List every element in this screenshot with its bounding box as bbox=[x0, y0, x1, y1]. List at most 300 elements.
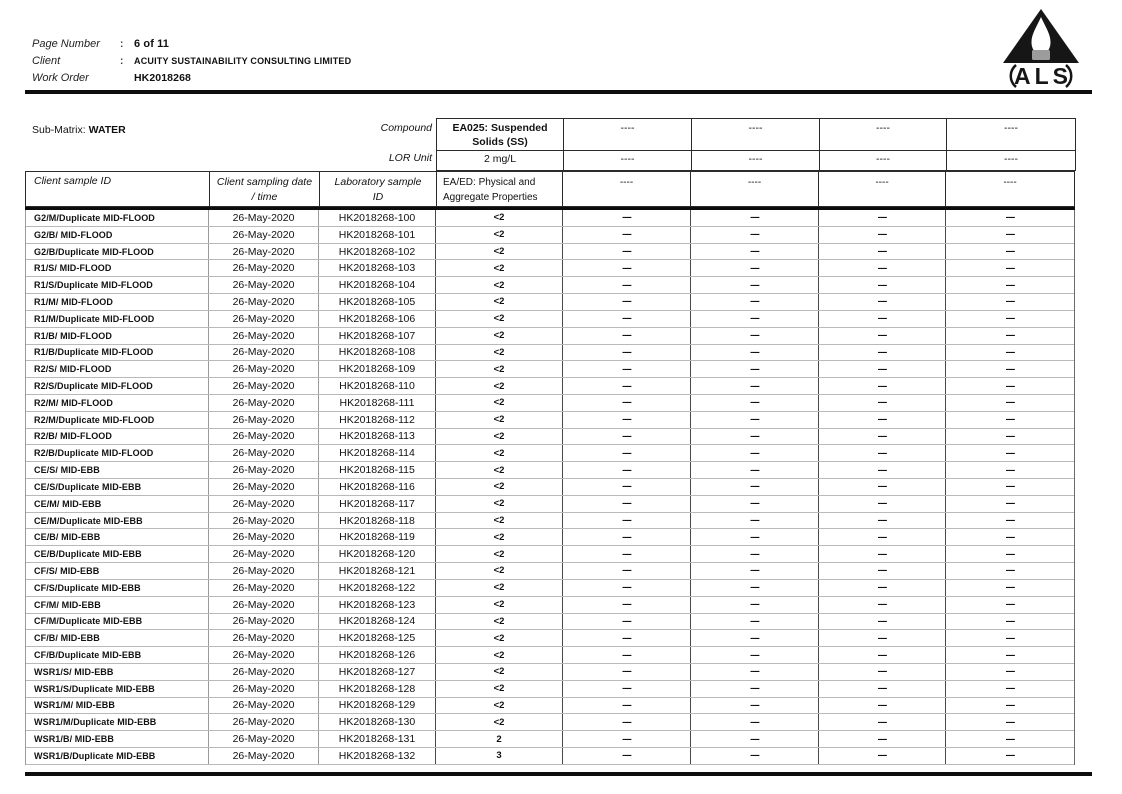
cell-result-dash: ---- bbox=[690, 445, 818, 461]
table-row bbox=[26, 462, 1074, 479]
cell-lab-sample-id: HK2018268-109 bbox=[318, 361, 435, 377]
table-row bbox=[26, 445, 1074, 462]
cell-result-dash: ---- bbox=[945, 681, 1074, 697]
cell-result-ss: <2 bbox=[435, 664, 562, 680]
table-row bbox=[26, 378, 1074, 395]
cell-result-dash: ---- bbox=[945, 328, 1074, 344]
cell-result-dash: ---- bbox=[945, 664, 1074, 680]
meta-row-work-order bbox=[32, 72, 351, 89]
cell-sampling-date: 26-May-2020 bbox=[208, 210, 318, 226]
cell-result-dash: ---- bbox=[690, 361, 818, 377]
cell-client-sample-id: WSR1/B/ MID-EBB bbox=[34, 734, 114, 745]
cell-result-dash: ---- bbox=[818, 395, 945, 411]
cell-lab-sample-id: HK2018268-119 bbox=[318, 529, 435, 545]
cell-sampling-date: 26-May-2020 bbox=[208, 630, 318, 646]
top-divider bbox=[25, 90, 1092, 94]
sub-matrix-value: WATER bbox=[88, 124, 126, 136]
cell-sampling-date: 26-May-2020 bbox=[208, 731, 318, 747]
cell-sampling-date: 26-May-2020 bbox=[208, 664, 318, 680]
table-row bbox=[26, 546, 1074, 563]
cell-result-dash: ---- bbox=[818, 513, 945, 529]
cell-result-dash: ---- bbox=[945, 429, 1074, 445]
cell-result-dash: ---- bbox=[562, 614, 690, 630]
table-row bbox=[26, 597, 1074, 614]
cell-result-dash: ---- bbox=[690, 479, 818, 495]
cell-client-sample-id: CE/S/ MID-EBB bbox=[34, 465, 100, 476]
cell-result-dash: ---- bbox=[818, 227, 945, 243]
cell-lab-sample-id: HK2018268-115 bbox=[318, 462, 435, 478]
cell-sampling-date: 26-May-2020 bbox=[208, 462, 318, 478]
cell-result-dash: ---- bbox=[818, 714, 945, 730]
cell-client-sample-id: CE/M/Duplicate MID-EBB bbox=[34, 515, 143, 526]
cell-result-dash: ---- bbox=[562, 647, 690, 663]
cell-result-dash: ---- bbox=[690, 311, 818, 327]
cell-result-dash: ---- bbox=[945, 529, 1074, 545]
cell-result-dash: ---- bbox=[562, 429, 690, 445]
compound-lor-cell: ---- bbox=[819, 151, 946, 170]
cell-result-dash: ---- bbox=[562, 731, 690, 747]
cell-result-dash: ---- bbox=[945, 479, 1074, 495]
cell-result-dash: ---- bbox=[945, 731, 1074, 747]
cell-result-dash: ---- bbox=[690, 496, 818, 512]
column-headers bbox=[25, 171, 1075, 207]
compound-label: Compound bbox=[380, 122, 432, 134]
compound-name-cell: ---- bbox=[819, 119, 946, 150]
cell-result-dash: ---- bbox=[690, 529, 818, 545]
cell-result-dash: ---- bbox=[945, 698, 1074, 714]
cell-client-sample-id: R1/M/Duplicate MID-FLOOD bbox=[34, 313, 155, 324]
cell-sampling-date: 26-May-2020 bbox=[208, 227, 318, 243]
cell-result-ss: <2 bbox=[435, 496, 562, 512]
cell-result-ss: <2 bbox=[435, 513, 562, 529]
cell-result-dash: ---- bbox=[562, 227, 690, 243]
logo-burner bbox=[1032, 50, 1050, 60]
cell-client-sample-id: WSR1/M/Duplicate MID-EBB bbox=[34, 717, 157, 728]
cell-client-sample-id: CE/B/ MID-EBB bbox=[34, 532, 101, 543]
cell-result-dash: ---- bbox=[945, 294, 1074, 310]
method-header-cell: ---- bbox=[690, 172, 818, 206]
table-row bbox=[26, 311, 1074, 328]
compound-lor-cell: ---- bbox=[691, 151, 819, 170]
cell-result-dash: ---- bbox=[818, 244, 945, 260]
table-row bbox=[26, 429, 1074, 446]
cell-result-dash: ---- bbox=[562, 210, 690, 226]
page-number-label: Page Number bbox=[32, 38, 100, 50]
cell-result-dash: ---- bbox=[562, 681, 690, 697]
cell-result-ss: <2 bbox=[435, 563, 562, 579]
cell-result-dash: ---- bbox=[945, 647, 1074, 663]
cell-client-sample-id: WSR1/B/Duplicate MID-EBB bbox=[34, 750, 156, 761]
cell-sampling-date: 26-May-2020 bbox=[208, 529, 318, 545]
cell-result-dash: ---- bbox=[690, 614, 818, 630]
cell-lab-sample-id: HK2018268-125 bbox=[318, 630, 435, 646]
cell-lab-sample-id: HK2018268-121 bbox=[318, 563, 435, 579]
cell-result-dash: ---- bbox=[562, 698, 690, 714]
cell-result-dash: ---- bbox=[945, 445, 1074, 461]
cell-result-ss: <2 bbox=[435, 462, 562, 478]
cell-result-ss: <2 bbox=[435, 412, 562, 428]
cell-lab-sample-id: HK2018268-132 bbox=[318, 748, 435, 764]
table-row bbox=[26, 395, 1074, 412]
cell-result-dash: ---- bbox=[690, 277, 818, 293]
logo-text: ALS bbox=[1014, 63, 1072, 89]
cell-result-dash: ---- bbox=[562, 748, 690, 764]
cell-result-ss: <2 bbox=[435, 311, 562, 327]
cell-result-dash: ---- bbox=[562, 496, 690, 512]
cell-result-dash: ---- bbox=[690, 244, 818, 260]
cell-client-sample-id: WSR1/S/ MID-EBB bbox=[34, 666, 114, 677]
cell-result-dash: ---- bbox=[945, 210, 1074, 226]
cell-sampling-date: 26-May-2020 bbox=[208, 479, 318, 495]
cell-result-dash: ---- bbox=[562, 597, 690, 613]
cell-result-dash: ---- bbox=[818, 630, 945, 646]
cell-lab-sample-id: HK2018268-123 bbox=[318, 597, 435, 613]
cell-result-dash: ---- bbox=[562, 580, 690, 596]
cell-client-sample-id: CF/S/Duplicate MID-EBB bbox=[34, 582, 141, 593]
cell-result-dash: ---- bbox=[690, 294, 818, 310]
cell-result-dash: ---- bbox=[818, 748, 945, 764]
table-row bbox=[26, 647, 1074, 664]
cell-result-dash: ---- bbox=[945, 513, 1074, 529]
table-row bbox=[26, 748, 1074, 765]
cell-result-ss: <2 bbox=[435, 244, 562, 260]
cell-result-dash: ---- bbox=[562, 361, 690, 377]
table-row bbox=[26, 479, 1074, 496]
cell-result-dash: ---- bbox=[945, 378, 1074, 394]
cell-lab-sample-id: HK2018268-107 bbox=[318, 328, 435, 344]
table-row bbox=[26, 294, 1074, 311]
cell-result-dash: ---- bbox=[562, 412, 690, 428]
table-row bbox=[26, 227, 1074, 244]
table-row bbox=[26, 260, 1074, 277]
cell-sampling-date: 26-May-2020 bbox=[208, 513, 318, 529]
cell-result-dash: ---- bbox=[818, 412, 945, 428]
cell-result-ss: <2 bbox=[435, 630, 562, 646]
cell-sampling-date: 26-May-2020 bbox=[208, 311, 318, 327]
table-row bbox=[26, 681, 1074, 698]
cell-result-dash: ---- bbox=[562, 244, 690, 260]
colon: : bbox=[120, 56, 124, 67]
table-row bbox=[26, 563, 1074, 580]
cell-sampling-date: 26-May-2020 bbox=[208, 546, 318, 562]
cell-client-sample-id: R1/S/Duplicate MID-FLOOD bbox=[34, 280, 153, 291]
cell-result-dash: ---- bbox=[690, 378, 818, 394]
cell-lab-sample-id: HK2018268-129 bbox=[318, 698, 435, 714]
cell-client-sample-id: CF/M/ MID-EBB bbox=[34, 599, 101, 610]
table-row bbox=[26, 496, 1074, 513]
compound-header-box bbox=[436, 118, 1076, 171]
cell-lab-sample-id: HK2018268-102 bbox=[318, 244, 435, 260]
cell-result-dash: ---- bbox=[562, 513, 690, 529]
cell-result-dash: ---- bbox=[690, 597, 818, 613]
cell-client-sample-id: CF/B/Duplicate MID-EBB bbox=[34, 650, 142, 661]
cell-result-dash: ---- bbox=[690, 395, 818, 411]
cell-result-dash: ---- bbox=[818, 361, 945, 377]
meta-row-page-number bbox=[32, 38, 351, 55]
cell-result-dash: ---- bbox=[818, 597, 945, 613]
cell-result-dash: ---- bbox=[945, 345, 1074, 361]
cell-result-dash: ---- bbox=[945, 361, 1074, 377]
cell-result-dash: ---- bbox=[690, 681, 818, 697]
cell-result-ss: <2 bbox=[435, 445, 562, 461]
header-lab-sample-id-line1: Laboratory sample bbox=[334, 176, 422, 188]
cell-result-ss: <2 bbox=[435, 260, 562, 276]
work-order-value: HK2018268 bbox=[134, 72, 191, 84]
cell-result-dash: ---- bbox=[945, 714, 1074, 730]
compound-name-cell: ---- bbox=[563, 119, 691, 150]
cell-sampling-date: 26-May-2020 bbox=[208, 429, 318, 445]
cell-sampling-date: 26-May-2020 bbox=[208, 378, 318, 394]
als-logo-graphic bbox=[988, 8, 1094, 90]
cell-client-sample-id: WSR1/M/ MID-EBB bbox=[34, 700, 115, 711]
compound-name-cell: ---- bbox=[691, 119, 819, 150]
cell-result-dash: ---- bbox=[945, 462, 1074, 478]
cell-result-ss: <2 bbox=[435, 529, 562, 545]
cell-result-dash: ---- bbox=[690, 580, 818, 596]
cell-lab-sample-id: HK2018268-114 bbox=[318, 445, 435, 461]
cell-client-sample-id: R1/M/ MID-FLOOD bbox=[34, 296, 113, 307]
cell-result-ss: <2 bbox=[435, 328, 562, 344]
cell-result-dash: ---- bbox=[818, 563, 945, 579]
compound-name-cell: EA025: Suspended Solids (SS) bbox=[452, 122, 548, 148]
cell-result-dash: ---- bbox=[690, 714, 818, 730]
method-header-cell: ---- bbox=[818, 172, 945, 206]
cell-lab-sample-id: HK2018268-104 bbox=[318, 277, 435, 293]
cell-result-dash: ---- bbox=[562, 277, 690, 293]
cell-client-sample-id: R2/M/Duplicate MID-FLOOD bbox=[34, 414, 155, 425]
cell-client-sample-id: G2/M/Duplicate MID-FLOOD bbox=[34, 212, 155, 223]
cell-client-sample-id: G2/B/Duplicate MID-FLOOD bbox=[34, 246, 154, 257]
cell-lab-sample-id: HK2018268-124 bbox=[318, 614, 435, 630]
table-row bbox=[26, 714, 1074, 731]
cell-result-dash: ---- bbox=[818, 647, 945, 663]
page-number-value: 6 of 11 bbox=[134, 38, 169, 50]
cell-result-ss: <2 bbox=[435, 361, 562, 377]
cell-result-dash: ---- bbox=[945, 597, 1074, 613]
cell-result-dash: ---- bbox=[945, 630, 1074, 646]
cell-sampling-date: 26-May-2020 bbox=[208, 328, 318, 344]
cell-sampling-date: 26-May-2020 bbox=[208, 614, 318, 630]
cell-client-sample-id: CF/S/ MID-EBB bbox=[34, 565, 100, 576]
cell-result-dash: ---- bbox=[562, 479, 690, 495]
cell-sampling-date: 26-May-2020 bbox=[208, 412, 318, 428]
cell-sampling-date: 26-May-2020 bbox=[208, 395, 318, 411]
header-sampling-date-line1: Client sampling date bbox=[216, 176, 313, 188]
cell-lab-sample-id: HK2018268-116 bbox=[318, 479, 435, 495]
table-row bbox=[26, 361, 1074, 378]
cell-result-dash: ---- bbox=[818, 731, 945, 747]
cell-result-dash: ---- bbox=[690, 698, 818, 714]
cell-sampling-date: 26-May-2020 bbox=[208, 260, 318, 276]
cell-result-ss: <2 bbox=[435, 378, 562, 394]
als-logo bbox=[988, 8, 1094, 90]
cell-result-ss: <2 bbox=[435, 597, 562, 613]
cell-sampling-date: 26-May-2020 bbox=[208, 445, 318, 461]
results-table bbox=[25, 210, 1075, 765]
cell-result-ss: 3 bbox=[435, 748, 562, 764]
header-lab-sample-id-line2: ID bbox=[372, 191, 384, 203]
cell-result-dash: ---- bbox=[562, 328, 690, 344]
cell-lab-sample-id: HK2018268-110 bbox=[318, 378, 435, 394]
cell-result-ss: <2 bbox=[435, 395, 562, 411]
cell-result-dash: ---- bbox=[690, 328, 818, 344]
client-label: Client bbox=[32, 55, 61, 67]
cell-lab-sample-id: HK2018268-113 bbox=[318, 429, 435, 445]
table-row bbox=[26, 698, 1074, 715]
cell-sampling-date: 26-May-2020 bbox=[208, 647, 318, 663]
cell-result-dash: ---- bbox=[818, 664, 945, 680]
cell-result-dash: ---- bbox=[818, 546, 945, 562]
cell-lab-sample-id: HK2018268-131 bbox=[318, 731, 435, 747]
cell-lab-sample-id: HK2018268-128 bbox=[318, 681, 435, 697]
bottom-divider bbox=[25, 772, 1092, 776]
cell-client-sample-id: R2/B/ MID-FLOOD bbox=[34, 431, 112, 442]
cell-result-dash: ---- bbox=[562, 529, 690, 545]
cell-result-dash: ---- bbox=[690, 462, 818, 478]
cell-lab-sample-id: HK2018268-112 bbox=[318, 412, 435, 428]
cell-lab-sample-id: HK2018268-106 bbox=[318, 311, 435, 327]
cell-result-dash: ---- bbox=[945, 748, 1074, 764]
compound-lor-cell: ---- bbox=[946, 151, 1075, 170]
compound-lor-row bbox=[437, 150, 1075, 170]
cell-result-dash: ---- bbox=[818, 210, 945, 226]
cell-sampling-date: 26-May-2020 bbox=[208, 698, 318, 714]
method-header-cell: EA/ED: Physical and Aggregate Properties bbox=[436, 172, 562, 206]
cell-result-dash: ---- bbox=[818, 429, 945, 445]
cell-result-dash: ---- bbox=[562, 664, 690, 680]
cell-result-ss: <2 bbox=[435, 714, 562, 730]
cell-client-sample-id: CE/S/Duplicate MID-EBB bbox=[34, 481, 142, 492]
table-row bbox=[26, 277, 1074, 294]
cell-result-dash: ---- bbox=[818, 345, 945, 361]
cell-result-dash: ---- bbox=[818, 580, 945, 596]
cell-client-sample-id: CE/M/ MID-EBB bbox=[34, 498, 102, 509]
table-row bbox=[26, 614, 1074, 631]
cell-result-ss: <2 bbox=[435, 294, 562, 310]
work-order-label: Work Order bbox=[32, 72, 89, 84]
cell-result-dash: ---- bbox=[945, 244, 1074, 260]
meta-row-client bbox=[32, 55, 351, 72]
cell-lab-sample-id: HK2018268-117 bbox=[318, 496, 435, 512]
cell-result-dash: ---- bbox=[818, 479, 945, 495]
method-header-cell: ---- bbox=[562, 172, 690, 206]
cell-lab-sample-id: HK2018268-105 bbox=[318, 294, 435, 310]
cell-result-dash: ---- bbox=[818, 698, 945, 714]
cell-result-dash: ---- bbox=[945, 563, 1074, 579]
cell-result-dash: ---- bbox=[945, 496, 1074, 512]
cell-result-dash: ---- bbox=[562, 378, 690, 394]
cell-result-dash: ---- bbox=[690, 260, 818, 276]
cell-lab-sample-id: HK2018268-127 bbox=[318, 664, 435, 680]
cell-result-dash: ---- bbox=[690, 227, 818, 243]
cell-result-ss: <2 bbox=[435, 227, 562, 243]
cell-result-dash: ---- bbox=[690, 429, 818, 445]
client-value: ACUITY SUSTAINABILITY CONSULTING LIMITED bbox=[134, 56, 352, 66]
cell-result-dash: ---- bbox=[562, 395, 690, 411]
cell-result-ss: <2 bbox=[435, 546, 562, 562]
cell-result-ss: <2 bbox=[435, 429, 562, 445]
cell-result-dash: ---- bbox=[818, 378, 945, 394]
cell-result-dash: ---- bbox=[945, 260, 1074, 276]
cell-client-sample-id: CF/M/Duplicate MID-EBB bbox=[34, 616, 143, 627]
cell-result-ss: <2 bbox=[435, 210, 562, 226]
cell-client-sample-id: R2/M/ MID-FLOOD bbox=[34, 397, 113, 408]
cell-result-dash: ---- bbox=[818, 311, 945, 327]
table-row bbox=[26, 244, 1074, 261]
table-row bbox=[26, 664, 1074, 681]
cell-lab-sample-id: HK2018268-122 bbox=[318, 580, 435, 596]
cell-client-sample-id: R2/B/Duplicate MID-FLOOD bbox=[34, 448, 154, 459]
cell-sampling-date: 26-May-2020 bbox=[208, 748, 318, 764]
cell-result-dash: ---- bbox=[690, 647, 818, 663]
compound-lor-cell: ---- bbox=[563, 151, 691, 170]
cell-result-dash: ---- bbox=[690, 546, 818, 562]
cell-result-dash: ---- bbox=[945, 614, 1074, 630]
cell-result-dash: ---- bbox=[562, 546, 690, 562]
header-client-sample-id: Client sample ID bbox=[34, 175, 112, 187]
cell-result-dash: ---- bbox=[945, 277, 1074, 293]
sub-matrix-label: Sub-Matrix: bbox=[32, 124, 86, 136]
cell-result-ss: 2 bbox=[435, 731, 562, 747]
cell-sampling-date: 26-May-2020 bbox=[208, 681, 318, 697]
cell-result-dash: ---- bbox=[945, 311, 1074, 327]
cell-result-dash: ---- bbox=[690, 412, 818, 428]
cell-result-ss: <2 bbox=[435, 647, 562, 663]
cell-sampling-date: 26-May-2020 bbox=[208, 563, 318, 579]
table-row bbox=[26, 630, 1074, 647]
cell-client-sample-id: WSR1/S/Duplicate MID-EBB bbox=[34, 683, 155, 694]
cell-client-sample-id: R2/S/Duplicate MID-FLOOD bbox=[34, 381, 153, 392]
cell-result-dash: ---- bbox=[945, 227, 1074, 243]
cell-result-dash: ---- bbox=[945, 546, 1074, 562]
cell-lab-sample-id: HK2018268-130 bbox=[318, 714, 435, 730]
cell-result-dash: ---- bbox=[818, 260, 945, 276]
cell-result-dash: ---- bbox=[690, 630, 818, 646]
cell-result-dash: ---- bbox=[690, 748, 818, 764]
cell-result-dash: ---- bbox=[562, 462, 690, 478]
cell-result-ss: <2 bbox=[435, 479, 562, 495]
cell-result-dash: ---- bbox=[818, 496, 945, 512]
cell-sampling-date: 26-May-2020 bbox=[208, 294, 318, 310]
table-row bbox=[26, 529, 1074, 546]
cell-result-dash: ---- bbox=[690, 210, 818, 226]
cell-result-dash: ---- bbox=[945, 395, 1074, 411]
table-row bbox=[26, 580, 1074, 597]
cell-result-dash: ---- bbox=[690, 731, 818, 747]
page-meta bbox=[32, 38, 351, 89]
cell-result-dash: ---- bbox=[562, 714, 690, 730]
cell-result-dash: ---- bbox=[818, 294, 945, 310]
cell-lab-sample-id: HK2018268-101 bbox=[318, 227, 435, 243]
table-row bbox=[26, 731, 1074, 748]
cell-result-dash: ---- bbox=[562, 345, 690, 361]
cell-sampling-date: 26-May-2020 bbox=[208, 277, 318, 293]
table-row bbox=[26, 345, 1074, 362]
cell-client-sample-id: R1/B/Duplicate MID-FLOOD bbox=[34, 347, 154, 358]
cell-result-dash: ---- bbox=[818, 614, 945, 630]
method-header-cell: ---- bbox=[945, 172, 1074, 206]
cell-sampling-date: 26-May-2020 bbox=[208, 345, 318, 361]
cell-result-ss: <2 bbox=[435, 277, 562, 293]
cell-result-ss: <2 bbox=[435, 614, 562, 630]
lor-unit-label: LOR Unit bbox=[388, 152, 432, 164]
compound-lor-cell: 2 mg/L bbox=[483, 153, 517, 165]
cell-client-sample-id: R1/B/ MID-FLOOD bbox=[34, 330, 112, 341]
cell-result-dash: ---- bbox=[562, 630, 690, 646]
cell-result-dash: ---- bbox=[945, 580, 1074, 596]
cell-result-dash: ---- bbox=[562, 294, 690, 310]
table-row bbox=[26, 513, 1074, 530]
